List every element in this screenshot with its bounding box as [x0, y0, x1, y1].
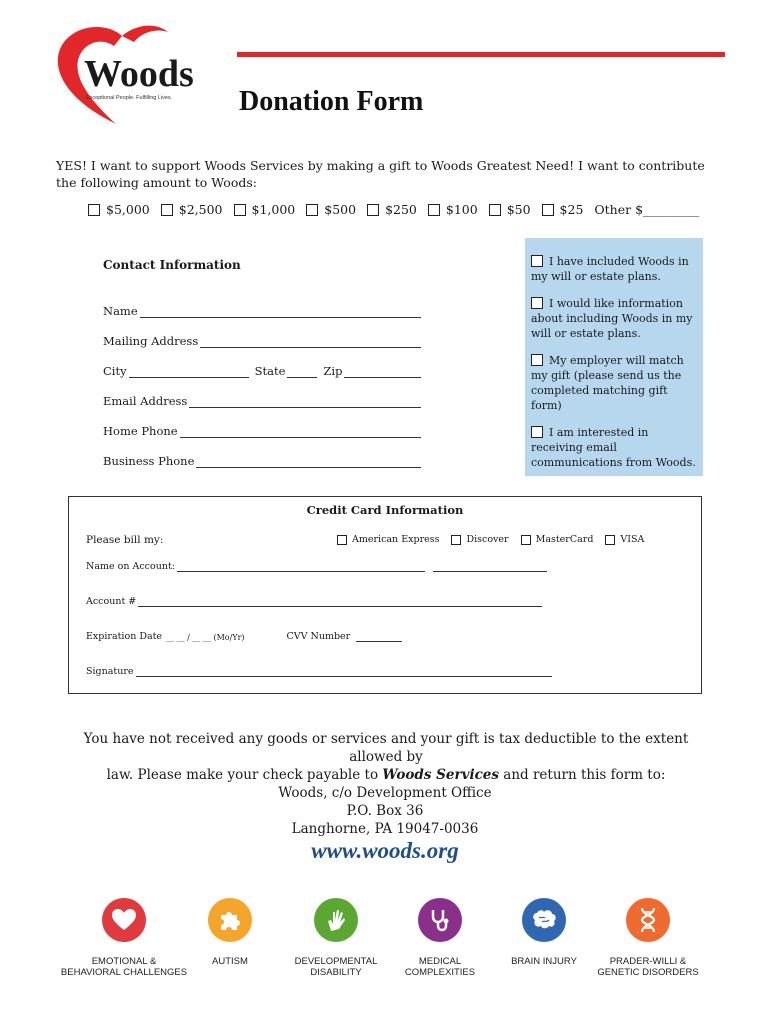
- checkbox[interactable]: [531, 426, 543, 438]
- other-amount-field[interactable]: Other $_________: [594, 202, 700, 217]
- name-on-account-field[interactable]: Name on Account:: [86, 561, 553, 572]
- cvv-input[interactable]: [356, 631, 402, 642]
- option-item[interactable]: My employer will match my gift (please send us the completed matching gift form): [531, 354, 684, 412]
- heart-icon: [102, 898, 146, 942]
- logo-wordmark: Woods: [84, 53, 194, 95]
- tax-statement: You have not received any goods or services and your gift is tax deductible to the extent allowed by law. Please make your check payable to Woods Services and return this form to:: [83, 731, 689, 783]
- checkbox[interactable]: [88, 204, 100, 216]
- expiration-field[interactable]: Expiration Date __ __ / __ __ (Mo/Yr) CVV Number: [86, 631, 408, 642]
- contact-title: Contact Information: [103, 258, 241, 272]
- checkbox[interactable]: [531, 354, 543, 366]
- brain-icon: [522, 898, 566, 942]
- amount-option[interactable]: $25: [542, 202, 584, 217]
- checkbox[interactable]: [542, 204, 554, 216]
- logo-tagline: Exceptional People. Fulfilling Lives.: [86, 95, 173, 101]
- stethoscope-icon: [418, 898, 462, 942]
- website-link[interactable]: www.woods.org: [311, 838, 459, 863]
- contact-section: [103, 258, 421, 468]
- card-option[interactable]: VISA: [605, 534, 644, 545]
- puzzle-icon: [208, 898, 252, 942]
- header-rule: [237, 52, 725, 57]
- amount-option[interactable]: $5,000: [88, 202, 150, 217]
- amount-option[interactable]: $500: [306, 202, 356, 217]
- card-option[interactable]: Discover: [451, 534, 508, 545]
- card-option[interactable]: MasterCard: [521, 534, 594, 545]
- woods-logo: [52, 20, 200, 128]
- hand-icon: [314, 898, 358, 942]
- mailing-address: Woods, c/o Development Office P.O. Box 36 Langhorne, PA 19047-0036: [278, 785, 492, 837]
- option-item[interactable]: I am interested in receiving email communications from Woods.: [531, 426, 696, 469]
- card-option[interactable]: American Express: [337, 534, 439, 545]
- option-item[interactable]: I have included Woods in my will or estate plans.: [531, 255, 689, 283]
- checkbox[interactable]: [306, 204, 318, 216]
- credit-card-section: [68, 496, 702, 694]
- signature-field[interactable]: Signature: [86, 666, 558, 677]
- amount-option[interactable]: $50: [489, 202, 531, 217]
- program-emotional: EMOTIONAL & BEHAVIORAL CHALLENGES: [54, 898, 194, 978]
- page-title: Donation Form: [239, 86, 424, 117]
- city-input[interactable]: [129, 367, 249, 378]
- checkbox[interactable]: [337, 535, 347, 545]
- name-field[interactable]: Name: [103, 288, 421, 318]
- city-state-zip-field[interactable]: City State Zip: [103, 348, 421, 378]
- checkbox[interactable]: [428, 204, 440, 216]
- amount-option[interactable]: $2,500: [161, 202, 223, 217]
- checkbox[interactable]: [161, 204, 173, 216]
- amount-option[interactable]: $100: [428, 202, 478, 217]
- program-icons: [60, 898, 710, 988]
- home-phone-field[interactable]: Home Phone: [103, 408, 421, 438]
- checkbox[interactable]: [489, 204, 501, 216]
- program-medical: MEDICAL COMPLEXITIES: [370, 898, 510, 978]
- checkbox[interactable]: [234, 204, 246, 216]
- email-field[interactable]: Email Address: [103, 378, 421, 408]
- program-autism: AUTISM: [160, 898, 300, 967]
- checkbox[interactable]: [521, 535, 531, 545]
- program-developmental: DEVELOPMENTAL DISABILITY: [266, 898, 406, 978]
- intro-text: YES! I want to support Woods Services by making a gift to Woods Greatest Need! I want to contribute the following amount to Woods:: [56, 158, 705, 190]
- business-phone-field[interactable]: Business Phone: [103, 438, 421, 468]
- cvv-label: CVV Number: [286, 631, 351, 642]
- program-prader-willi: PRADER-WILLI & GENETIC DISORDERS: [578, 898, 718, 978]
- credit-card-title: Credit Card Information: [306, 503, 464, 517]
- mailing-address-field[interactable]: Mailing Address: [103, 318, 421, 348]
- amount-options: [88, 202, 699, 217]
- checkbox[interactable]: [531, 297, 543, 309]
- planned-giving-options: [525, 238, 703, 476]
- zip-input[interactable]: [344, 367, 421, 378]
- option-item[interactable]: I would like information about including Woods in my will or estate plans.: [531, 297, 693, 340]
- program-brain-injury: BRAIN INJURY: [474, 898, 614, 967]
- amount-option[interactable]: $250: [367, 202, 417, 217]
- checkbox[interactable]: [367, 204, 379, 216]
- checkbox[interactable]: [605, 535, 615, 545]
- card-type-options: [337, 534, 656, 545]
- account-number-field[interactable]: Account #: [86, 596, 548, 607]
- amount-option[interactable]: $1,000: [234, 202, 296, 217]
- checkbox[interactable]: [531, 255, 543, 267]
- state-input[interactable]: [287, 367, 317, 378]
- dna-icon: [626, 898, 670, 942]
- bill-label: Please bill my:: [86, 534, 164, 546]
- checkbox[interactable]: [451, 535, 461, 545]
